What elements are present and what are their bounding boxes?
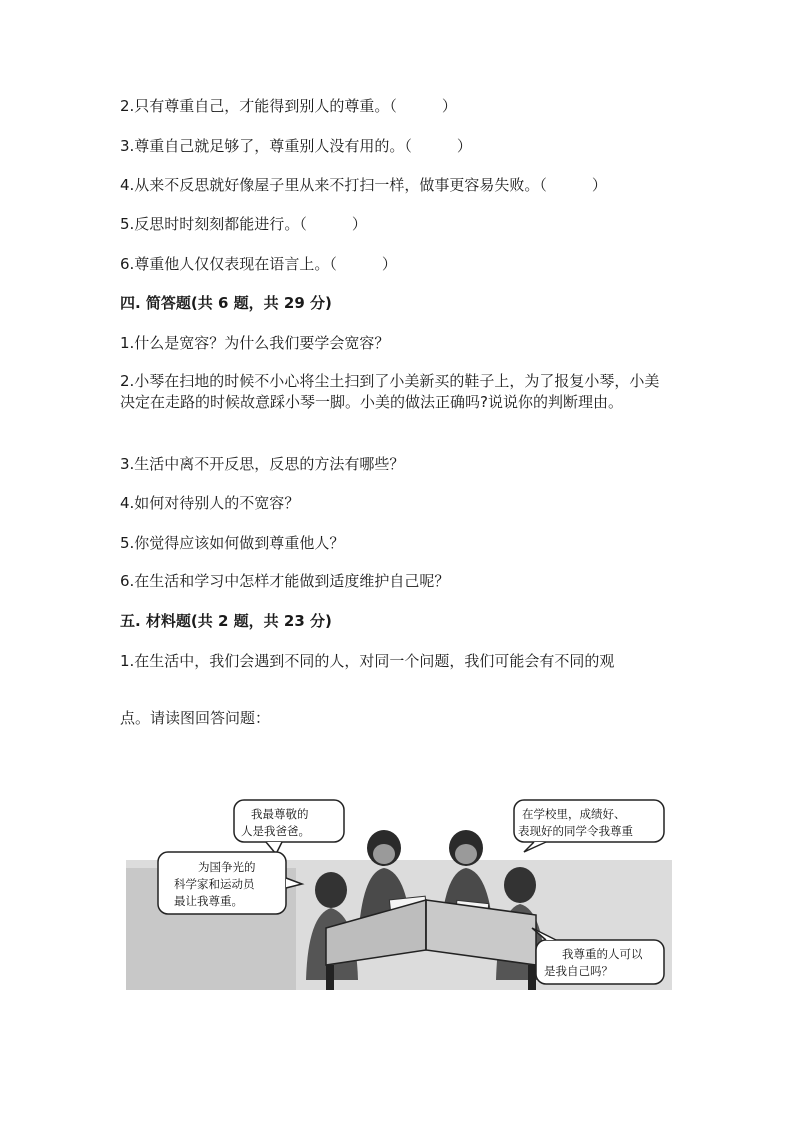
speech-bubble-top-right	[514, 800, 664, 852]
material-q1-line2: 点。请读图回答问题：	[120, 709, 271, 727]
short-answer-q1: 1.什么是宽容？为什么我们要学会宽容？	[120, 334, 390, 352]
judgement-item-4: 4.从来不反思就好像屋子里从来不打扫一样，做事更容易失败。（ ）	[120, 176, 607, 194]
material-q1-line1: 1.在生活中，我们会遇到不同的人，对同一个问题，我们可能会有不同的观	[120, 652, 615, 670]
short-answer-q4: 4.如何对待别人的不宽容？	[120, 494, 300, 512]
short-answer-q6: 6.在生活和学习中怎样才能做到适度维护自己呢？	[120, 572, 450, 590]
bubble-bottom-right-line2: 是我自己吗？	[544, 964, 613, 978]
bubble-left-line1: 为国争光的	[198, 860, 256, 874]
bubble-bottom-right-line1: 我尊重的人可以	[562, 947, 643, 961]
short-answer-q3: 3.生活中离不开反思，反思的方法有哪些？	[120, 455, 405, 473]
bubble-top-left-line2: 人是我爸爸。	[241, 824, 310, 838]
judgement-item-2: 2.只有尊重自己，才能得到别人的尊重。（ ）	[120, 97, 457, 115]
section-4-heading: 四. 简答题(共 6 题，共 29 分)	[120, 294, 332, 312]
bubble-left-line3: 最让我尊重。	[174, 894, 243, 908]
bubble-top-left-line1: 我最尊敬的	[251, 807, 309, 821]
judgement-item-5: 5.反思时时刻刻都能进行。（ ）	[120, 215, 367, 233]
judgement-item-3: 3.尊重自己就足够了，尊重别人没有用的。（ ）	[120, 137, 472, 155]
bubble-left-line2: 科学家和运动员	[174, 877, 255, 891]
discussion-illustration	[126, 790, 672, 990]
section-5-heading: 五. 材料题(共 2 题，共 23 分)	[120, 612, 332, 630]
short-answer-q2: 2.小琴在扫地的时候不小心将尘土扫到了小美新买的鞋子上，为了报复小琴，小美决定在走路的时候故意踩小琴一脚。小美的做法正确吗?说说你的判断理由。	[120, 372, 660, 411]
speech-bubble-top-left	[234, 800, 344, 854]
bubble-top-right-line1: 在学校里，成绩好、	[522, 807, 626, 821]
short-answer-q5: 5.你觉得应该如何做到尊重他人？	[120, 534, 345, 552]
speech-bubble-left	[158, 852, 302, 914]
judgement-item-6: 6.尊重他人仅仅表现在语言上。（ ）	[120, 255, 397, 273]
bubble-top-right-line2: 表现好的同学令我尊重	[518, 824, 633, 838]
